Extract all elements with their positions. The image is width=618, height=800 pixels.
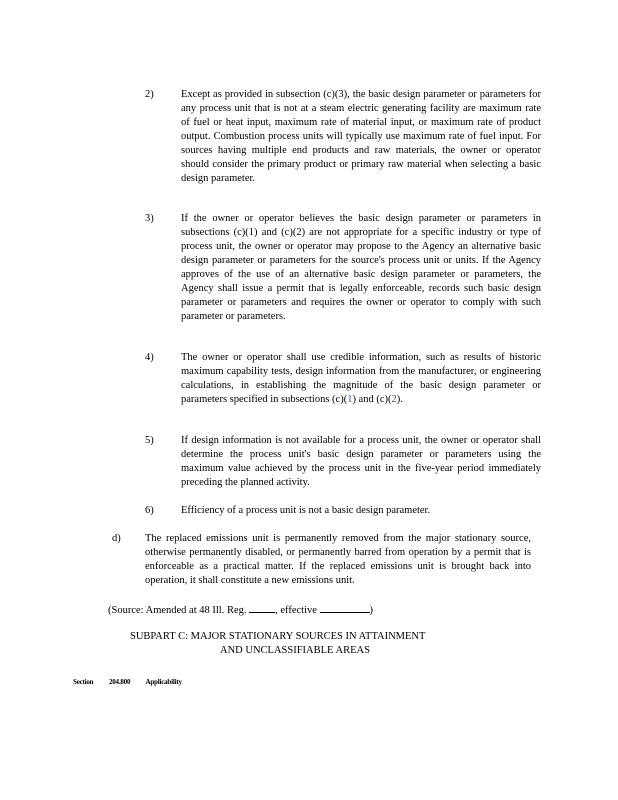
section-number: 204.800 [108, 678, 131, 686]
item-text: The replaced emissions unit is permanently removed from the major stationary source, otherwise permanently disabled, or permanently barred from operation by a permit that is enforceable as a practical matter. If the replaced emissions unit is brought back into operation, it shall constitute a new emissions unit. [145, 533, 531, 586]
section-title: Applicability [145, 678, 182, 686]
subsection-link-2[interactable]: 2 [391, 394, 397, 405]
item-text: If the owner or operator believes the basic design parameter or parameters in subsections (c)(1) and (c)(2) are not appropriate for a specific industry or type of process unit, the owner or operator may propose to the Agency an alternative basic design parameter or parameters for the source's process unit or units. If the Agency approves of the use of an alternative basic design parameter or parameters, the Agency shall issue a permit that is legally enforceable, records such basic design parameter or parameters and requires the owner or operator to comply with such parameter or parameters. [181, 213, 541, 322]
item-number: 4) [145, 352, 154, 363]
section-heading [73, 675, 196, 689]
item-number: 6) [145, 505, 154, 516]
item-number: 5) [145, 435, 154, 446]
item-number: 2) [145, 89, 154, 100]
section-label: Section [73, 678, 94, 686]
item-text: The owner or operator shall use credible information, such as results of historic maximum capability tests, design information from the manufacturer, or engineering calculations, in establishing the magnitude of the basic design parameter or parameters specified in subsections (c)(1) and (c)(2). [181, 352, 541, 405]
item-text: Efficiency of a process unit is not a basic design parameter. [181, 505, 431, 516]
item-number: 3) [145, 213, 154, 224]
item-text: Except as provided in subsection (c)(3), the basic design parameter or parameters for any process unit that is not at a steam electric generating facility are maximum rate of fuel or heat input, maximum rate of material input, or maximum rate of product output. Combustion process units will typically use maximum rate of fuel input. For sources having multiple end products and raw materials, the owner or operator should consider the primary product or primary raw material when selecting a basic design parameter. [181, 89, 541, 184]
source-note: (Source: Amended at 48 Ill. Reg. , effective ) [108, 601, 373, 618]
subsection-link-1[interactable]: 1 [347, 394, 353, 405]
item-text: If design information is not available for a process unit, the owner or operator shall determine the process unit's basic design parameter or parameters using the maximum value achieved by the process unit in the five-year period immediately preceding the planned activity. [181, 435, 541, 488]
reg-blank [249, 601, 275, 613]
subpart-heading: SUBPART C: MAJOR STATIONARY SOURCES IN ATTAINMENT AND UNCLASSIFIABLE AREAS [130, 631, 426, 656]
item-number: d) [112, 533, 121, 544]
effective-blank [320, 601, 370, 613]
